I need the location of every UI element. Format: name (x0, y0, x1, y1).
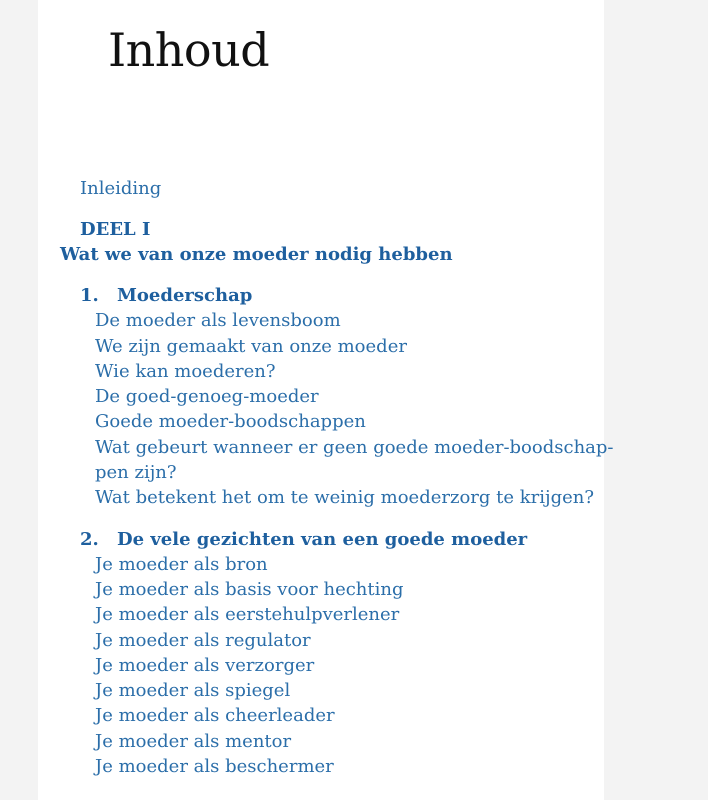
chapter-title: Moederschap (117, 285, 253, 307)
toc-part-title[interactable]: Wat we van onze moeder nodig hebben (60, 244, 453, 266)
toc-section[interactable]: Goede moeder-boodschappen (95, 411, 366, 433)
toc-section[interactable]: Wat gebeurt wanneer er geen goede moeder-boodschap- (95, 436, 614, 458)
toc-section-continued[interactable]: pen zijn? (95, 462, 177, 484)
toc-section[interactable]: Je moeder als eerstehulpverlener (95, 604, 400, 626)
table-of-contents (38, 176, 614, 779)
toc-section[interactable]: Wie kan moederen? (95, 360, 276, 382)
toc-chapter-1[interactable] (38, 283, 604, 308)
page-title: Inhoud (108, 23, 270, 77)
toc-section[interactable]: We zijn gemaakt van onze moeder (95, 335, 407, 357)
toc-section[interactable]: Je moeder als beschermer (95, 756, 334, 778)
book-page (38, 0, 614, 800)
toc-section[interactable]: Je moeder als cheerleader (95, 705, 335, 727)
toc-part-label[interactable]: DEEL I (80, 219, 151, 241)
toc-section[interactable]: Je moeder als mentor (95, 730, 292, 752)
toc-section[interactable]: Wat betekent het om te weinig moederzorg te krijgen? (95, 487, 595, 509)
toc-section[interactable]: Je moeder als regulator (95, 629, 311, 651)
toc-section[interactable]: Je moeder als bron (95, 553, 268, 575)
toc-section[interactable]: De moeder als levensboom (95, 310, 341, 332)
toc-chapter-2[interactable] (38, 527, 604, 552)
toc-section[interactable]: De goed-genoeg-moeder (95, 386, 319, 408)
chapter-title: De vele gezichten van een goede moeder (117, 528, 528, 550)
toc-section[interactable]: Je moeder als basis voor hechting (95, 578, 404, 600)
chapter-number: 1. (80, 285, 99, 307)
chapter-number: 2. (80, 528, 99, 550)
toc-section[interactable]: Je moeder als spiegel (95, 680, 291, 702)
toc-item-inleiding[interactable]: Inleiding (80, 178, 162, 199)
toc-section[interactable]: Je moeder als verzorger (95, 654, 315, 676)
